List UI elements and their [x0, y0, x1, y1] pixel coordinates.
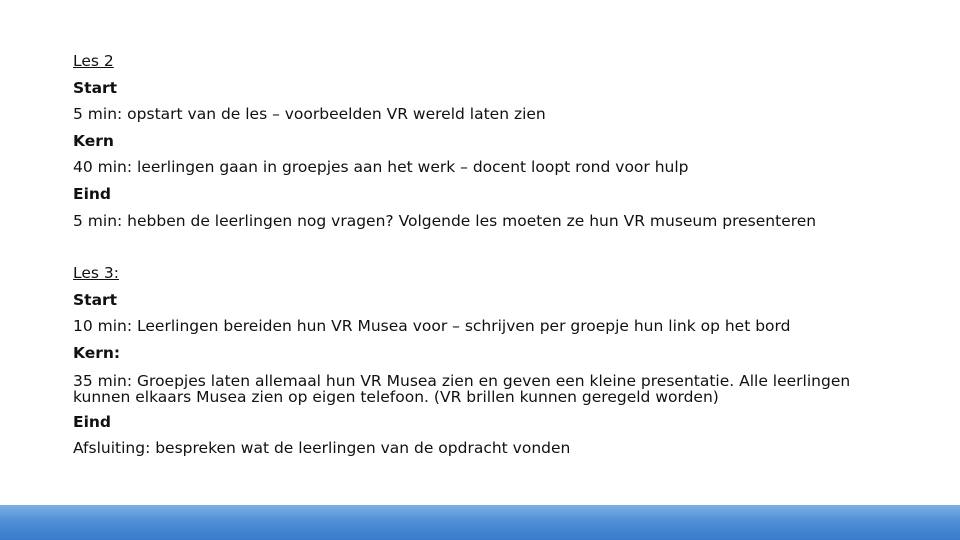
lesson-2-kern-label: Kern [73, 131, 114, 150]
lesson-2-kern-text: 40 min: leerlingen gaan in groepjes aan het werk – docent loopt rond voor hulp [73, 158, 689, 177]
lesson-3-start-label: Start [73, 290, 118, 309]
slide-body [73, 48, 933, 462]
lesson-3-heading: Les 3: [73, 264, 119, 283]
section-spacer [73, 234, 933, 260]
lesson-2-eind-text: 5 min: hebben de leerlingen nog vragen? Volgende les moeten ze hun VR museum presenteren [73, 211, 817, 230]
lesson-2-start-text: 5 min: opstart van de les – voorbeelden VR wereld laten zien [73, 105, 546, 124]
footer-accent-bar [0, 505, 960, 540]
lesson-3-start-text: 10 min: Leerlingen bereiden hun VR Musea voor – schrijven per groepje hun link op het bord [73, 317, 791, 336]
lesson-3-eind-label: Eind [73, 412, 112, 431]
lesson-3-kern-text: 35 min: Groepjes laten allemaal hun VR Musea zien en geven een kleine presentatie. Alle leerlingen kunnen elkaars Musea zien op eigen telefoon. (VR brillen kunnen geregeld worden) [73, 371, 851, 406]
lesson-2-section [73, 48, 933, 234]
lesson-2-eind-label: Eind [73, 184, 112, 203]
lesson-3-section [73, 260, 933, 462]
lesson-2-start-label: Start [73, 78, 118, 97]
lesson-3-kern-label: Kern: [73, 343, 121, 362]
lesson-2-heading: Les 2 [73, 52, 114, 70]
lesson-3-eind-text: Afsluiting: bespreken wat de leerlingen van de opdracht vonden [73, 439, 571, 458]
